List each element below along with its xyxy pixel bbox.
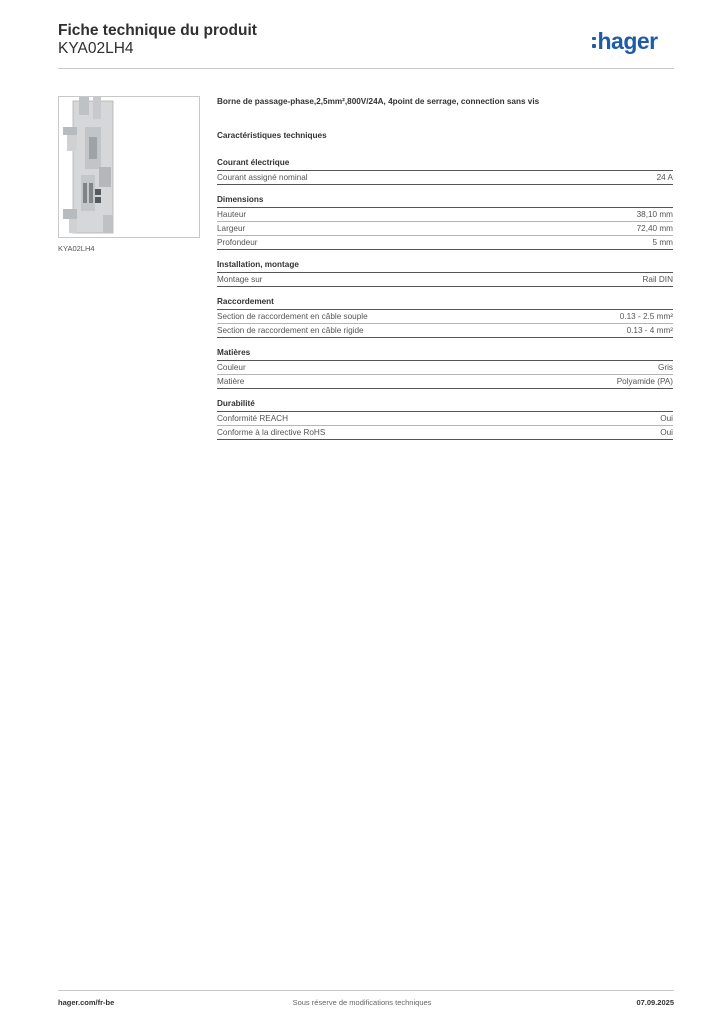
spec-rows xyxy=(217,171,673,185)
spec-row xyxy=(217,222,673,236)
spec-rows xyxy=(217,361,673,389)
spec-row xyxy=(217,310,673,324)
product-details xyxy=(217,96,673,449)
spec-row xyxy=(217,361,673,375)
spec-value: Rail DIN xyxy=(642,275,673,284)
spec-rows xyxy=(217,310,673,338)
spec-value: 0.13 - 4 mm² xyxy=(626,326,673,335)
spec-label: Conforme à la directive RoHS xyxy=(217,428,326,437)
spec-row xyxy=(217,171,673,185)
logo-dots-icon xyxy=(592,37,596,48)
spec-label: Hauteur xyxy=(217,210,247,219)
spec-group xyxy=(217,157,673,185)
spec-row xyxy=(217,236,673,250)
spec-row xyxy=(217,324,673,338)
spec-value: 24 A xyxy=(656,173,673,182)
spec-value: 0.13 - 2.5 mm² xyxy=(619,312,673,321)
spec-row xyxy=(217,412,673,426)
spec-row xyxy=(217,426,673,440)
spec-label: Largeur xyxy=(217,224,246,233)
document-title: Fiche technique du produit xyxy=(58,22,257,39)
spec-value: Oui xyxy=(660,414,673,423)
spec-group-title: Installation, montage xyxy=(217,259,673,273)
spec-group-title: Dimensions xyxy=(217,194,673,208)
spec-group-title: Raccordement xyxy=(217,296,673,310)
footer-divider xyxy=(58,990,674,991)
spec-group xyxy=(217,296,673,338)
spec-label: Section de raccordement en câble rigide xyxy=(217,326,364,335)
header-divider xyxy=(58,68,674,69)
spec-rows xyxy=(217,412,673,440)
spec-value: 5 mm xyxy=(652,238,673,247)
footer-website[interactable]: hager.com/fr-be xyxy=(58,998,115,1007)
spec-group xyxy=(217,398,673,440)
spec-value: 72,40 mm xyxy=(636,224,673,233)
spec-group xyxy=(217,347,673,389)
spec-group xyxy=(217,259,673,287)
spec-value: Oui xyxy=(660,428,673,437)
terminal-block-icon xyxy=(59,97,199,237)
spec-label: Conformité REACH xyxy=(217,414,288,423)
spec-label: Profondeur xyxy=(217,238,258,247)
spec-value: Gris xyxy=(657,363,673,372)
spec-rows xyxy=(217,208,673,250)
footer-notice: Sous réserve de modifications techniques xyxy=(292,998,432,1007)
product-description: Borne de passage-phase,2,5mm²,800V/24A, 4point de serrage, connection sans vis xyxy=(217,97,540,106)
document-header xyxy=(58,22,257,58)
spec-label: Section de raccordement en câble souple xyxy=(217,312,368,321)
spec-label: Matière xyxy=(217,377,245,386)
spec-row xyxy=(217,273,673,287)
spec-label: Montage sur xyxy=(217,275,263,284)
spec-value: 38,10 mm xyxy=(636,210,673,219)
spec-label: Courant assigné nominal xyxy=(217,173,308,182)
spec-rows xyxy=(217,273,673,287)
image-caption: KYA02LH4 xyxy=(58,244,95,253)
spec-value: Polyamide (PA) xyxy=(616,377,673,386)
spec-group-title: Matières xyxy=(217,347,673,361)
logo-text: hager xyxy=(597,27,658,54)
product-image xyxy=(58,96,200,238)
hager-logo xyxy=(592,26,674,56)
footer-date: 07.09.2025 xyxy=(636,998,674,1007)
spec-row xyxy=(217,208,673,222)
spec-group xyxy=(217,194,673,250)
spec-groups xyxy=(217,157,673,440)
spec-row xyxy=(217,375,673,389)
spec-group-title: Courant électrique xyxy=(217,157,673,171)
spec-group-title: Durabilité xyxy=(217,398,673,412)
product-code: KYA02LH4 xyxy=(58,40,134,57)
spec-label: Couleur xyxy=(217,363,246,372)
tech-heading: Caractéristiques techniques xyxy=(217,131,327,140)
